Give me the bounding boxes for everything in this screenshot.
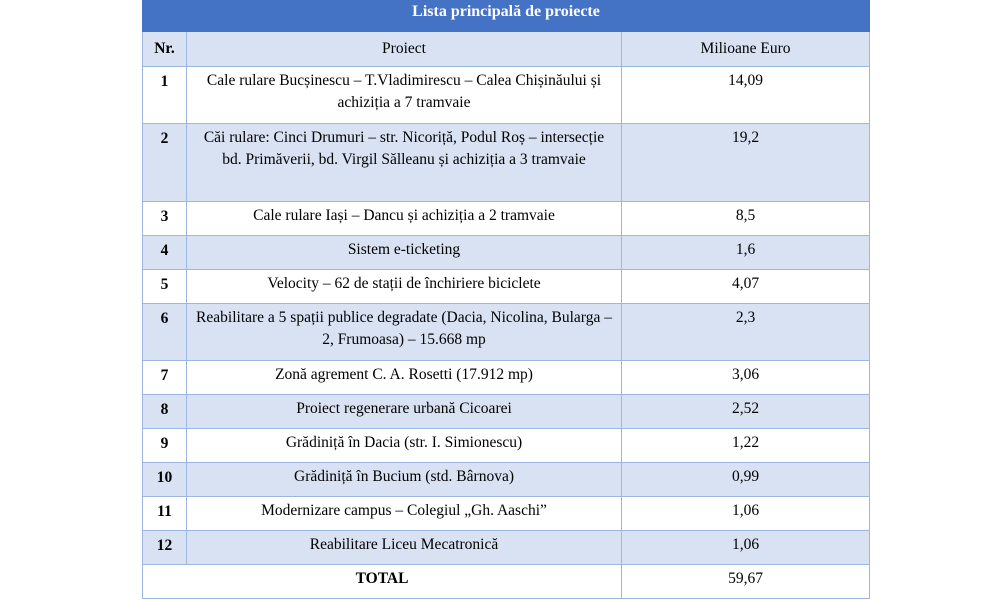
table-row [143, 497, 870, 531]
table-header-row [143, 32, 870, 67]
row-project: Cale rulare Bucșinescu – T.Vladimirescu – Calea Chișinăului și achiziția a 7 tramvaie [187, 67, 622, 124]
table-title-row [143, 0, 870, 32]
table-row [143, 124, 870, 202]
row-nr: 5 [143, 270, 187, 304]
row-nr: 12 [143, 531, 187, 565]
row-value: 1,06 [622, 531, 870, 565]
table-body [143, 67, 870, 565]
project-list-table [142, 0, 870, 599]
row-value: 0,99 [622, 463, 870, 497]
row-nr: 11 [143, 497, 187, 531]
table-row [143, 304, 870, 361]
row-project: Căi rulare: Cinci Drumuri – str. Nicoriță, Podul Roș – intersecție bd. Primăverii, bd. Virgil Sălleanu și achiziția a 3 tramvaie [187, 124, 622, 202]
row-project: Velocity – 62 de stații de închiriere biciclete [187, 270, 622, 304]
row-project: Grădiniță în Bucium (std. Bârnova) [187, 463, 622, 497]
table-row [143, 531, 870, 565]
row-value: 3,06 [622, 361, 870, 395]
total-label: TOTAL [143, 565, 622, 599]
table-title: Lista principală de proiecte [143, 0, 870, 32]
row-project: Modernizare campus – Colegiul „Gh. Aaschi” [187, 497, 622, 531]
row-value: 1,22 [622, 429, 870, 463]
row-nr: 1 [143, 67, 187, 124]
total-value: 59,67 [622, 565, 870, 599]
row-project: Zonă agrement C. A. Rosetti (17.912 mp) [187, 361, 622, 395]
row-value: 19,2 [622, 124, 870, 202]
row-value: 2,3 [622, 304, 870, 361]
project-table-container [142, 0, 869, 599]
row-nr: 6 [143, 304, 187, 361]
row-nr: 3 [143, 202, 187, 236]
table-row [143, 202, 870, 236]
table-row [143, 361, 870, 395]
row-value: 2,52 [622, 395, 870, 429]
table-row [143, 67, 870, 124]
header-value: Milioane Euro [622, 32, 870, 67]
row-project: Grădiniță în Dacia (str. I. Simionescu) [187, 429, 622, 463]
table-row [143, 429, 870, 463]
row-nr: 9 [143, 429, 187, 463]
table-row [143, 270, 870, 304]
row-nr: 4 [143, 236, 187, 270]
table-row [143, 395, 870, 429]
table-row [143, 463, 870, 497]
row-value: 14,09 [622, 67, 870, 124]
row-project: Cale rulare Iași – Dancu și achiziția a 2 tramvaie [187, 202, 622, 236]
table-row [143, 236, 870, 270]
row-project: Reabilitare Liceu Mecatronică [187, 531, 622, 565]
header-project: Proiect [187, 32, 622, 67]
row-nr: 7 [143, 361, 187, 395]
row-value: 8,5 [622, 202, 870, 236]
row-value: 4,07 [622, 270, 870, 304]
row-nr: 8 [143, 395, 187, 429]
row-value: 1,6 [622, 236, 870, 270]
row-project: Proiect regenerare urbană Cicoarei [187, 395, 622, 429]
total-row [143, 565, 870, 599]
row-nr: 10 [143, 463, 187, 497]
row-project: Reabilitare a 5 spații publice degradate (Dacia, Nicolina, Bularga – 2, Frumoasa) – 15.668 mp [187, 304, 622, 361]
row-nr: 2 [143, 124, 187, 202]
header-nr: Nr. [143, 32, 187, 67]
row-value: 1,06 [622, 497, 870, 531]
row-project: Sistem e-ticketing [187, 236, 622, 270]
